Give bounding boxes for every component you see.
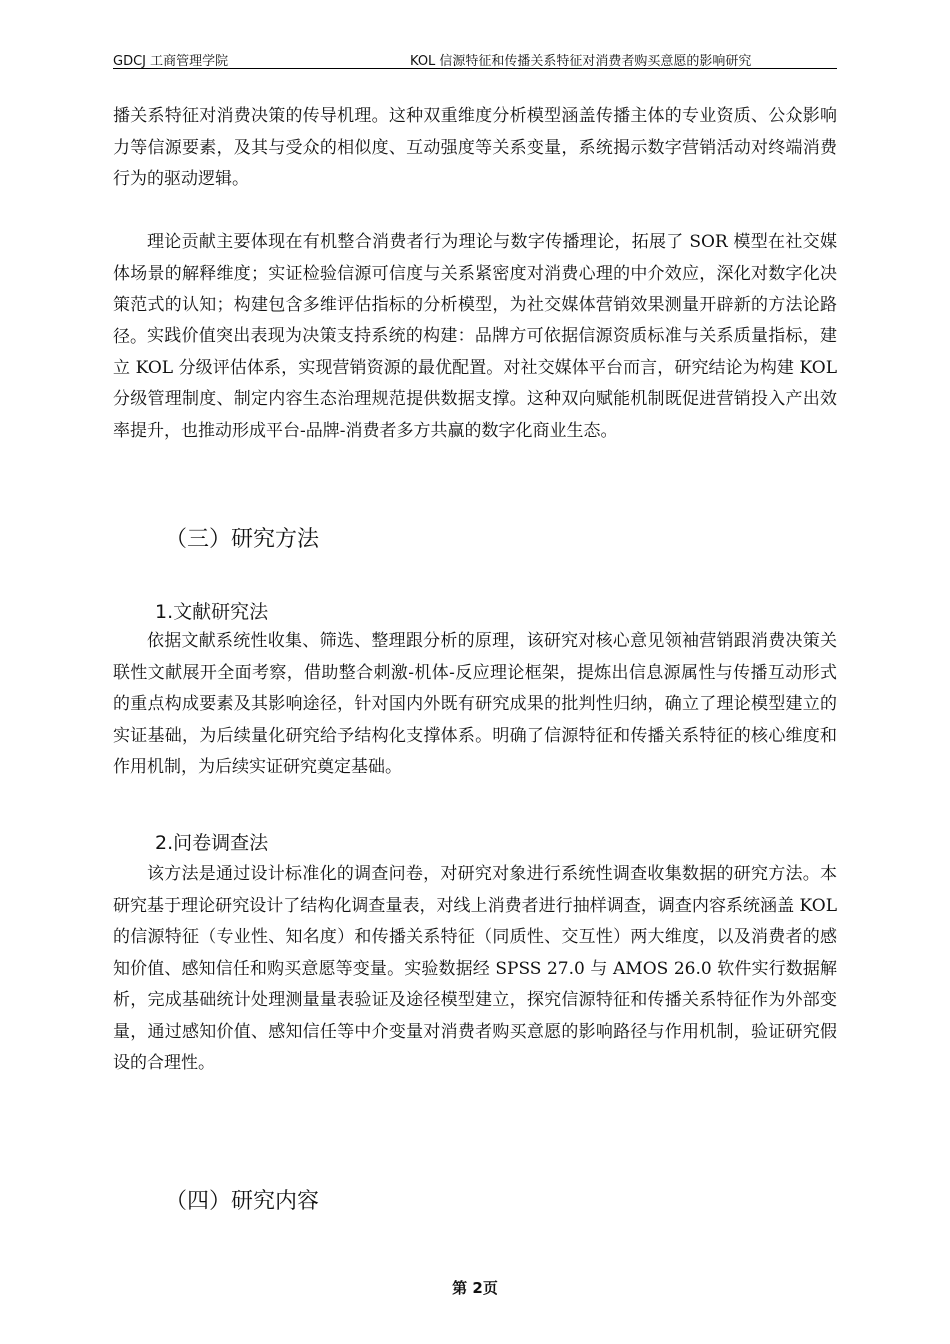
page-number: 第 2页 (452, 1279, 498, 1297)
header-thesis-title: KOL 信源特征和传播关系特征对消费者购买意愿的影响研究 (410, 54, 752, 69)
paragraph-theory-contribution: 理论贡献主要体现在有机整合消费者行为理论与数字传播理论，拓展了 SOR 模型在社交媒体场景的解释维度；实证检验信源可信度与关系紧密度对消费心理的中介效应，深化对数字化决策范式的认知；构建包含多维评估指标的分析模型，为社交媒体营销效果测量开辟新的方法论路径。 (113, 232, 837, 347)
section-heading-content: （四）研究内容 (165, 1189, 320, 1214)
paragraph-literature-method: 依据文献系统性收集、筛选、整理跟分析的原理，该研究对核心意见领袖营销跟消费决策关联性文献展开全面考察，借助整合刺激-机体-反应理论框架，提炼出信息源属性与传播互动形式的重点构成要素及其影响途径，针对国内外既有研究成果的批判性归纳，确立了理论模型建立的实证基础，为后续量化研究给予结构化支撑体系。明确了信源特征和传播关系特征的核心维度和作用机制，为后续实证研究奠定基础。 (113, 631, 837, 777)
paragraph-practical-value: 实践价值突出表现为决策支持系统的构建：品牌方可依据信源资质标准与关系质量指标，建立 KOL 分级评估体系，实现营销资源的最优配置。对社交媒体平台而言，研究结论为构建 KOL 分级管理制度、制定内容生态治理规范提供数据支撑。这种双向赋能机制既促进营销投入产出效率提升，也推动形成平台-品牌-消费者多方共赢的数字化商业生态。 (113, 326, 837, 441)
subsection-heading-literature: 1.文献研究法 (155, 601, 269, 623)
section-heading-methods: （三）研究方法 (165, 527, 320, 552)
header-institution: GDCJ 工商管理学院 (113, 54, 229, 69)
paragraph-continuation: 播关系特征对消费决策的传导机理。这种双重维度分析模型涵盖传播主体的专业资质、公众影响力等信源要素，及其与受众的相似度、互动强度等关系变量，系统揭示数字营销活动对终端消费行为的驱动逻辑。 (113, 106, 837, 189)
subsection-heading-survey: 2.问卷调查法 (155, 832, 269, 854)
paragraph-survey-method: 该方法是通过设计标准化的调查问卷，对研究对象进行系统性调查收集数据的研究方法。本研究基于理论研究设计了结构化调查量表，对线上消费者进行抽样调查，调查内容系统涵盖 KOL 的信源特征（专业性、知名度）和传播关系特征（同质性、交互性）两大维度，以及消费者的感知价值、感知信任和购买意愿等变量。实验数据经 SPSS 27.0 与 AMOS 26.0 软件实行数据解析，完成基础统计处理测量量表验证及途径模型建立，探究信源特征和传播关系特征作为外部变量，通过感知价值、感知信任等中介变量对消费者购买意愿的影响路径与作用机制，验证研究假设的合理性。 (113, 864, 837, 1073)
header-divider (113, 68, 837, 69)
